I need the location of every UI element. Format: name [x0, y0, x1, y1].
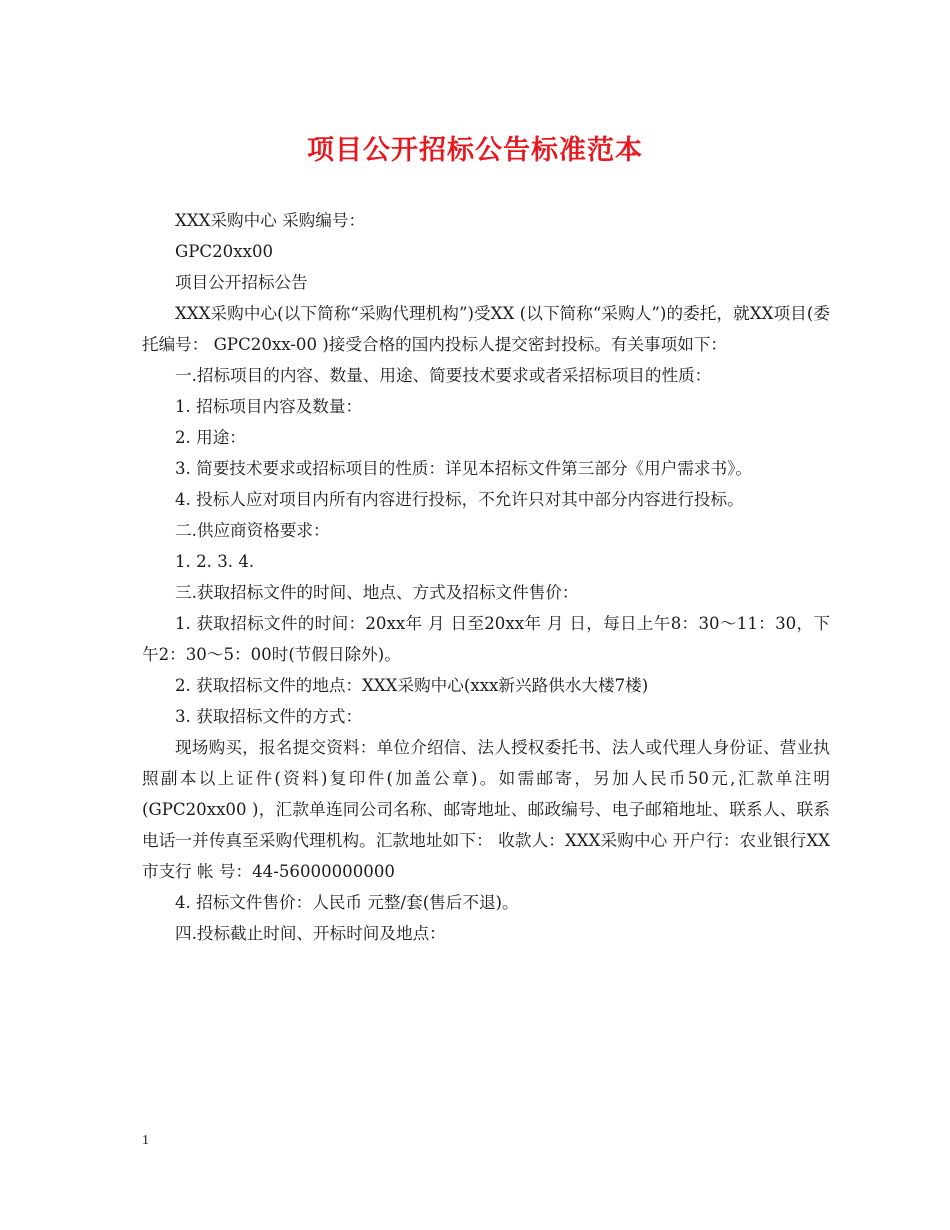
paragraph-purchase-details: 现场购买，报名提交资料：单位介绍信、法人授权委托书、法人或代理人身份证、营业执照副本以上证件(资料)复印件(加盖公章)。如需邮寄，另加人民币50元,汇款单注明(GPC20xx00 )，汇款单连同公司名称、邮寄地址、邮政编号、电子邮箱地址、联系人、联系电话一并传真至采购代理机构。汇款地址如下： 收款人：XXX采购中心 开户行：农业银行XX市支行 帐 号：44-56000000000	[142, 738, 830, 881]
section-heading-three: 三.获取招标文件的时间、地点、方式及招标文件售价：	[175, 583, 579, 602]
paragraph-item-3-1: 1. 获取招标文件的时间：20xx年 月 日至20xx年 月 日，每日上午8：30～11：30，下午2：30～5：00时(节假日除外)。	[142, 614, 830, 664]
paragraph-item-1-3: 3. 简要技术要求或招标项目的性质：详见本招标文件第三部分《用户需求书》。	[175, 459, 752, 478]
document-title: 项目公开招标公告标准范本	[307, 135, 643, 166]
section-heading-one: 一.招标项目的内容、数量、用途、简要技术要求或者采招标项目的性质：	[175, 366, 712, 385]
paragraph-item-3-2: 2. 获取招标文件的地点：XXX采购中心(xxx新兴路供水大楼7楼)	[175, 676, 649, 695]
document-body	[142, 205, 830, 949]
section-heading-four: 四.投标截止时间、开标时间及地点：	[175, 924, 446, 943]
paragraph-announcement-heading: 项目公开招标公告	[175, 273, 308, 292]
paragraph-purchasing-center: XXX采购中心 采购编号：	[175, 211, 366, 230]
paragraph-purchase-number: GPC20xx00	[175, 242, 274, 261]
paragraph-item-1-1: 1. 招标项目内容及数量：	[175, 397, 363, 416]
paragraph-item-1-2: 2. 用途：	[175, 428, 246, 447]
paragraph-item-3-4: 4. 招标文件售价：人民币 元整/套(售后不退)。	[175, 893, 519, 912]
paragraph-item-1-4: 4. 投标人应对项目内所有内容进行投标，不允许只对其中部分内容进行投标。	[175, 490, 744, 509]
paragraph-introduction: XXX采购中心(以下简称“采购代理机构”)受XX (以下简称“采购人”)的委托，就XX项目(委托编号： GPC20xx-00 )接受合格的国内投标人提交密封投标。有关事项如下：	[142, 304, 830, 354]
paragraph-item-3-3: 3. 获取招标文件的方式：	[175, 707, 363, 726]
paragraph-item-2-list: 1. 2. 3. 4.	[175, 552, 255, 571]
section-heading-two: 二.供应商资格要求：	[175, 521, 330, 540]
page-number: 1	[142, 1133, 149, 1148]
